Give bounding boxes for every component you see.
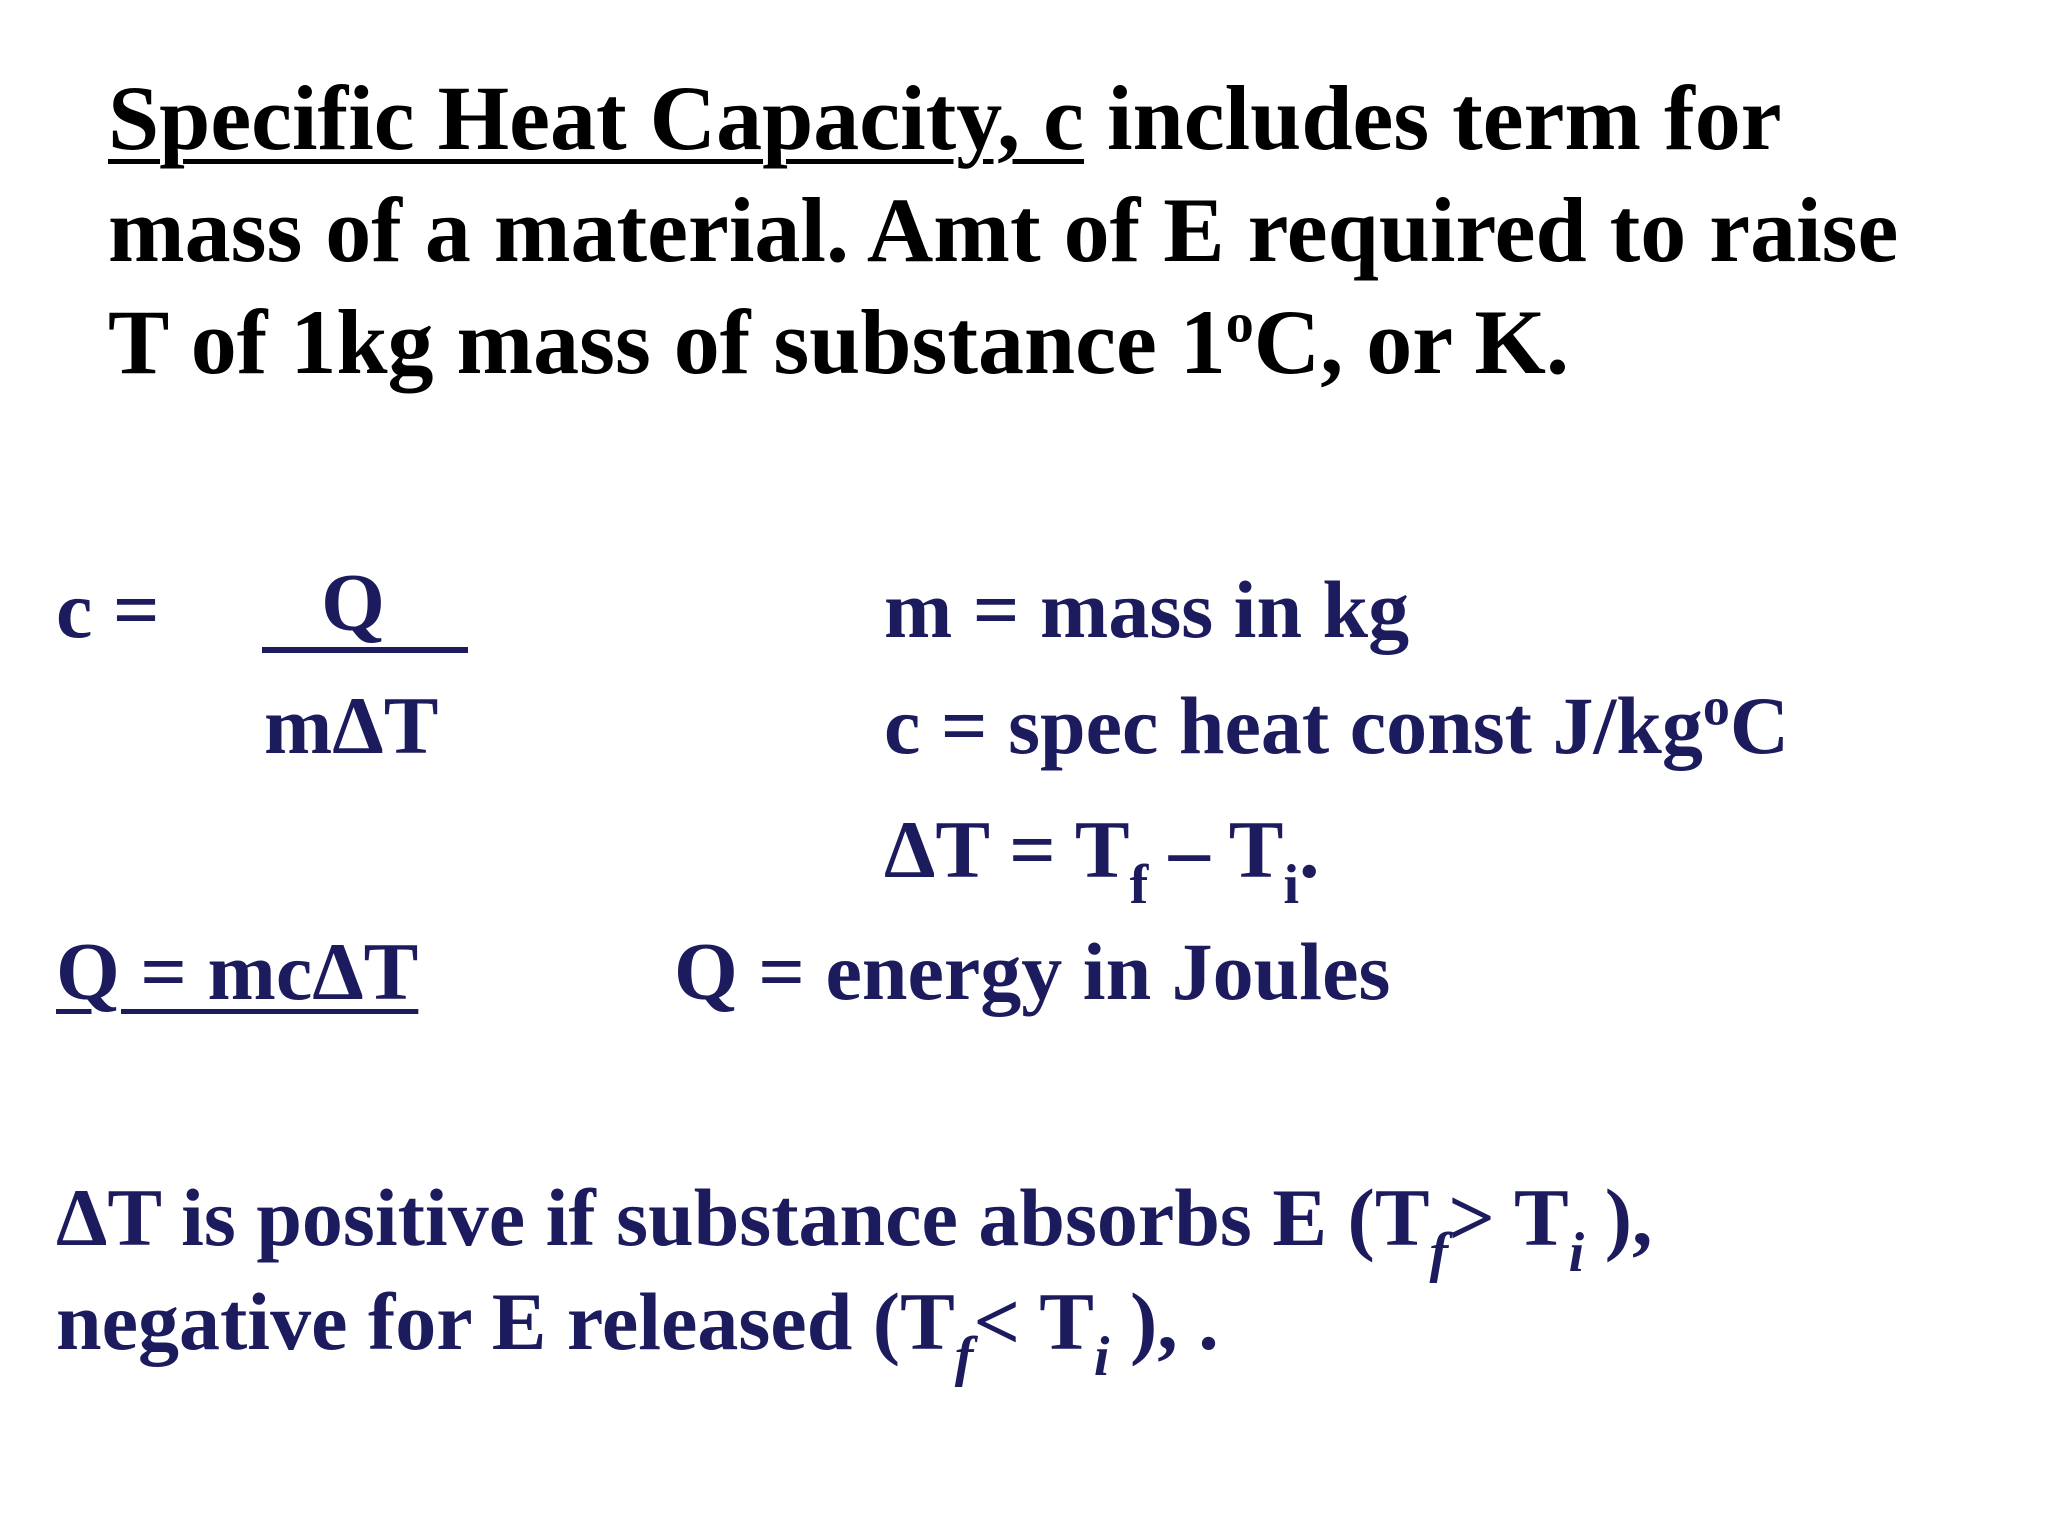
formula-lhs: c =	[56, 564, 160, 655]
numerator-text: Q	[321, 557, 385, 648]
note-line2-prefix: negative for E released (T	[56, 1276, 955, 1367]
q-equation: Q = mcΔT	[56, 926, 419, 1017]
def-delta-t	[884, 802, 1320, 916]
note-line2	[56, 1274, 1219, 1388]
def-spec-heat-prefix: c = spec heat const J/kg	[884, 680, 1703, 771]
note-line1-prefix: ΔT is positive if substance absorbs E (T	[56, 1172, 1430, 1263]
heading-paragraph	[108, 62, 1988, 398]
note-line1-mid: > T	[1448, 1172, 1569, 1263]
def-spec-heat-degree: o	[1702, 676, 1730, 737]
heading-line1-rest: includes term for	[1084, 67, 1782, 169]
formula-denominator: mΔT	[264, 680, 439, 771]
note-line1	[56, 1170, 1653, 1284]
note-line2-mid: < T	[973, 1276, 1094, 1367]
note-line2-end: ), .	[1109, 1276, 1219, 1367]
def-delta-t-end: .	[1299, 804, 1320, 895]
note-line1-end: ),	[1584, 1172, 1653, 1263]
note-line1-i: i	[1568, 1222, 1585, 1284]
def-delta-t-minus: – T	[1148, 804, 1284, 895]
def-spec-heat-suffix: C	[1729, 680, 1790, 771]
note-line2-i: i	[1093, 1326, 1110, 1388]
note-line2-f: f	[954, 1326, 974, 1388]
def-delta-t-f: f	[1129, 854, 1149, 916]
note-line1-f: f	[1429, 1222, 1449, 1284]
formula-numerator	[262, 555, 468, 653]
heading-line3-suffix: C, or K.	[1253, 291, 1569, 393]
heading-line2: mass of a material. Amt of E required to raise	[108, 179, 1899, 281]
heading-degree: o	[1225, 292, 1254, 355]
def-mass: m = mass in kg	[884, 564, 1410, 655]
heading-term: Specific Heat Capacity, c	[108, 67, 1085, 169]
def-delta-t-i: i	[1283, 854, 1299, 916]
def-energy: Q = energy in Joules	[674, 926, 1391, 1017]
def-spec-heat	[884, 678, 1789, 774]
heading-line3-prefix: T of 1kg mass of substance 1	[108, 291, 1226, 393]
def-delta-t-prefix: ΔT = T	[884, 804, 1130, 895]
